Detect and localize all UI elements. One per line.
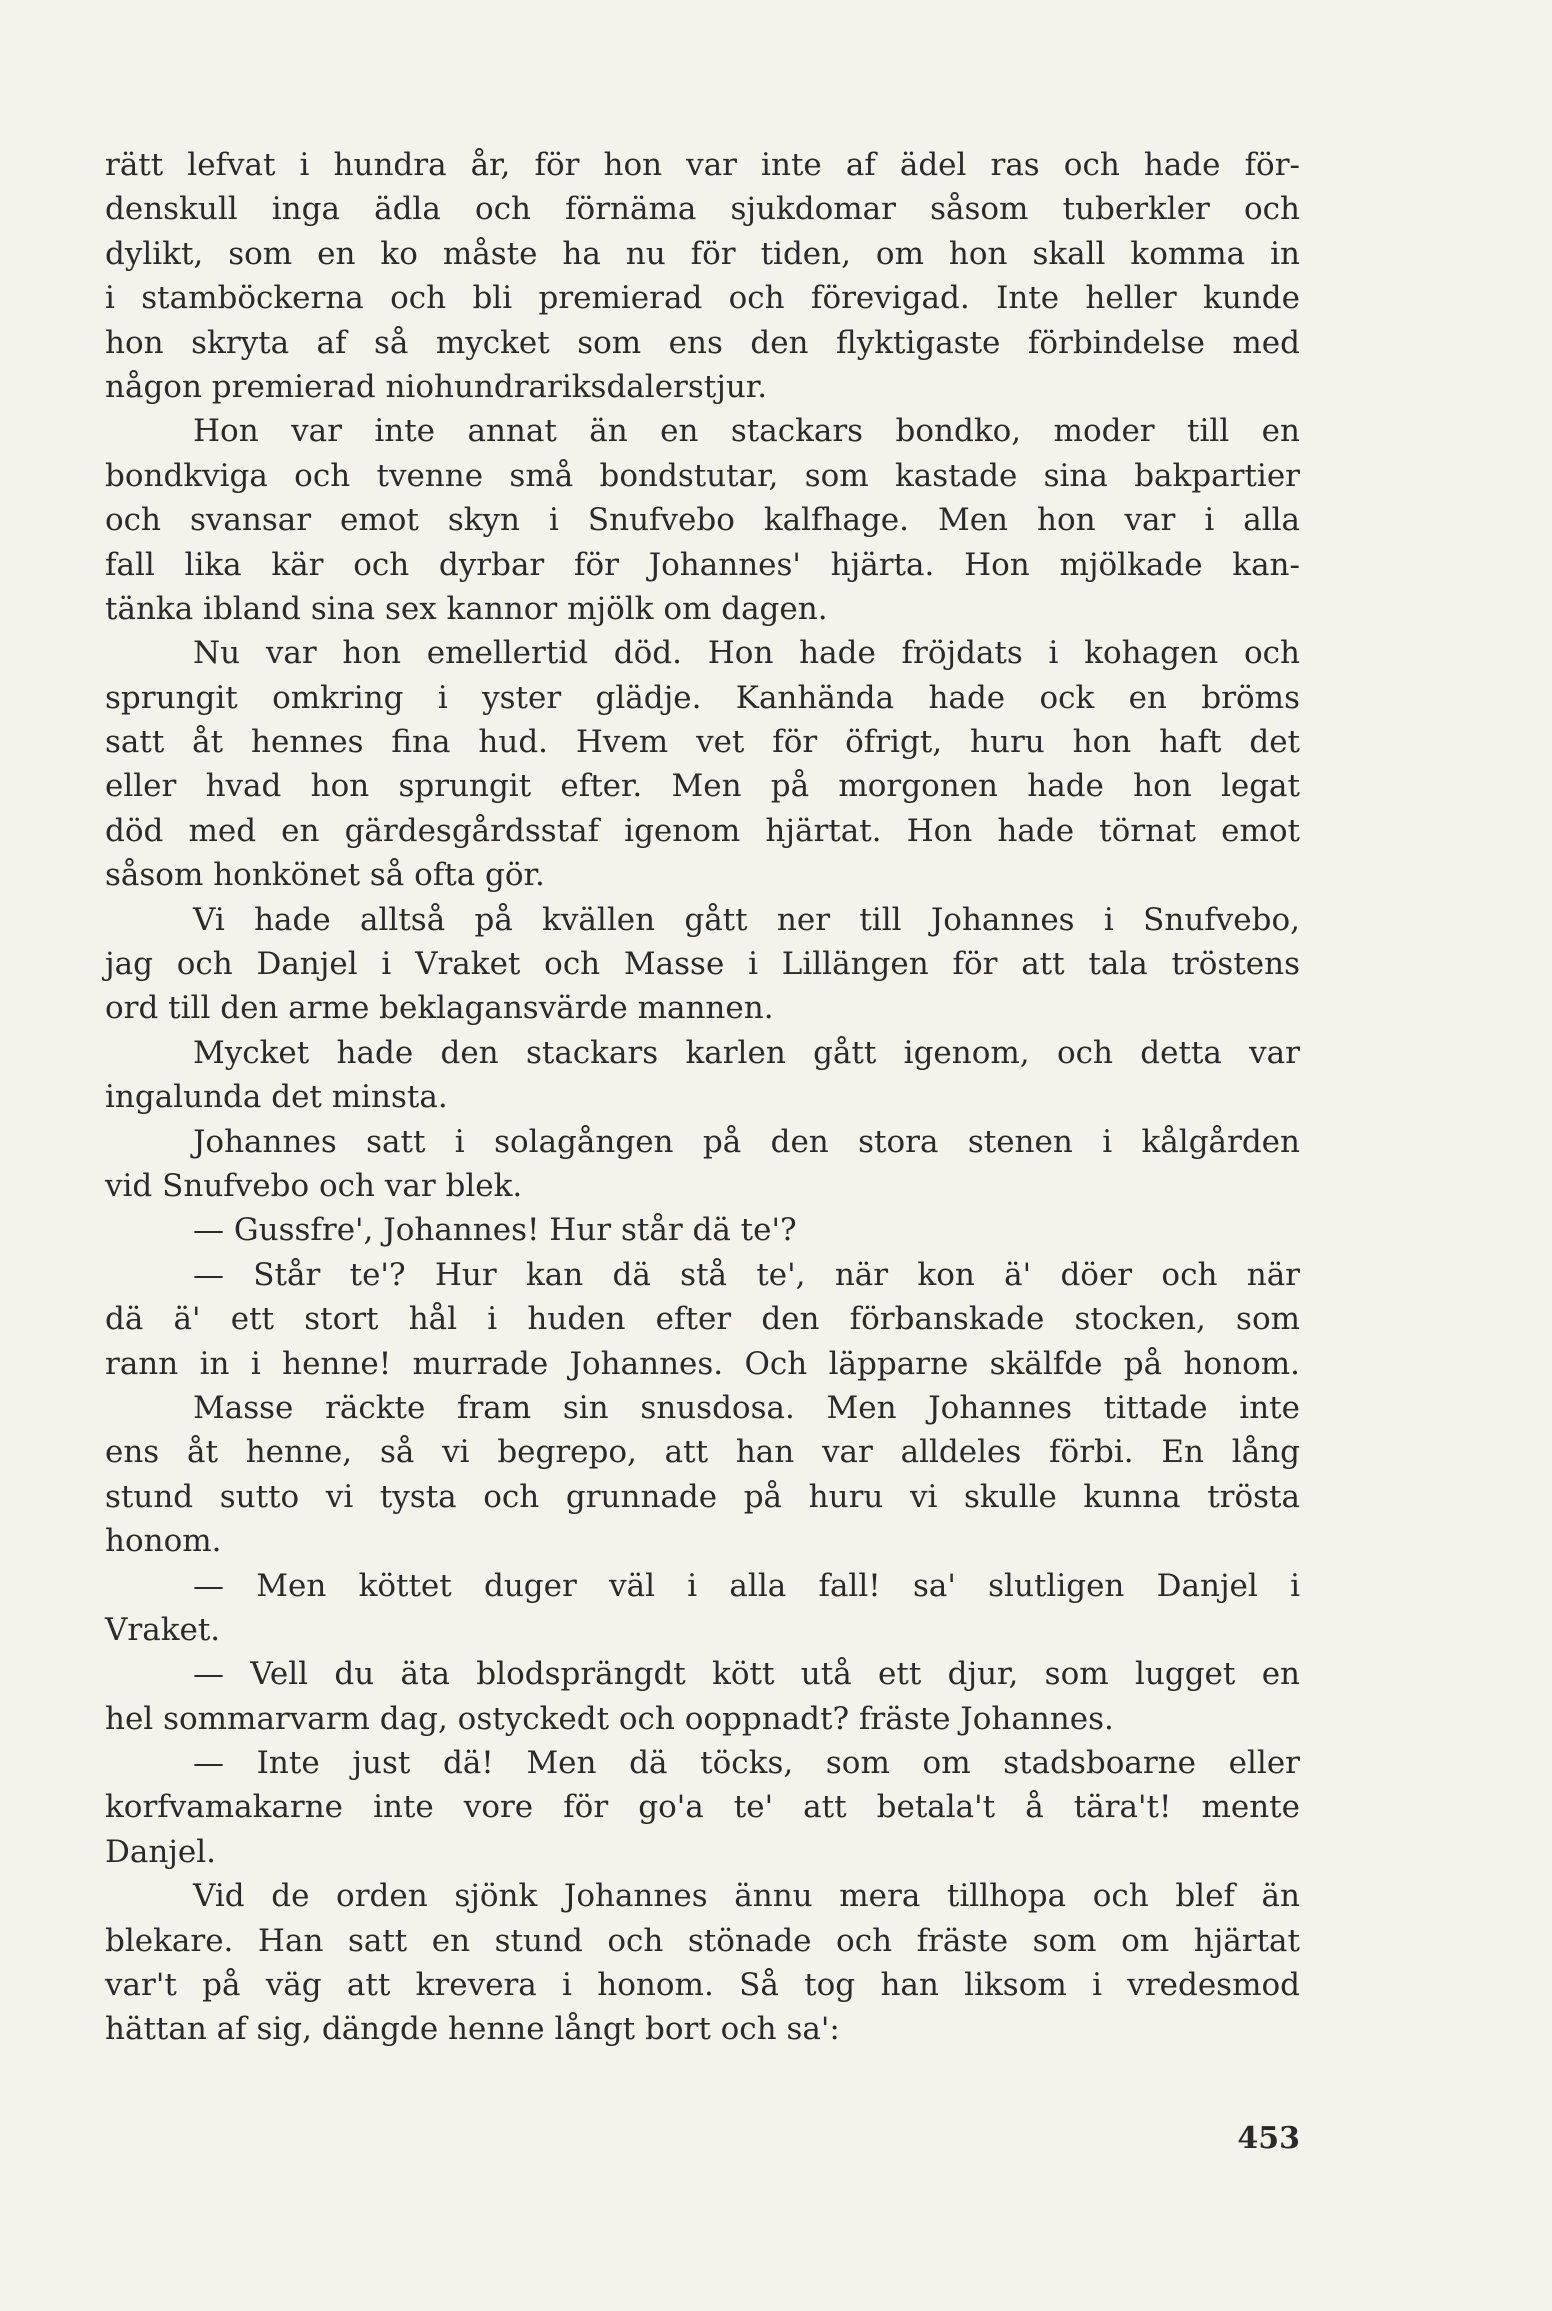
text-line: Masse räckte fram sin snusdosa. Men Johannes tittade inte — [193, 1389, 1300, 1426]
text-line: hon skryta af så mycket som ens den flyktigaste förbindelse med — [105, 324, 1300, 361]
text-line: var't på väg att krevera i honom. Så tog han liksom i vredesmod — [105, 1967, 1300, 2004]
body-text — [105, 143, 1300, 2052]
text-line: hel sommarvarm dag, ostyckedt och ooppnadt? fräste Johannes. — [105, 1700, 1114, 1737]
text-line: bondkviga och tvenne små bondstutar, som kastade sina bakpartier — [105, 457, 1300, 494]
text-line: Nu var hon emellertid död. Hon hade fröjdats i kohagen och — [193, 635, 1300, 672]
text-line: Mycket hade den stackars karlen gått igenom, och detta var — [193, 1034, 1300, 1071]
text-line: — Vell du äta blodsprängdt kött utå ett djur, som lugget en — [193, 1656, 1300, 1693]
text-line: blekare. Han satt en stund och stönade och fräste som om hjärtat — [105, 1922, 1300, 1959]
text-line: rätt lefvat i hundra år, för hon var inte af ädel ras och hade för- — [105, 147, 1300, 183]
text-line: Danjel. — [105, 1833, 217, 1870]
text-line: dä ä' ett stort hål i huden efter den förbanskade stocken, som — [105, 1301, 1300, 1338]
text-line: Johannes satt i solagången på den stora stenen i kålgården — [193, 1123, 1300, 1160]
text-line: Hon var inte annat än en stackars bondko, moder till en — [193, 413, 1300, 450]
text-line: vid Snufvebo och var blek. — [105, 1167, 523, 1204]
text-line: någon premierad niohundrariksdalerstjur. — [105, 368, 768, 405]
text-line: och svansar emot skyn i Snufvebo kalfhage. Men hon var i alla — [105, 502, 1300, 539]
text-line: fall lika kär och dyrbar för Johannes' hjärta. Hon mjölkade kan- — [105, 546, 1300, 583]
text-line: honom. — [105, 1523, 222, 1560]
text-line: i stamböckerna och bli premierad och förevigad. Inte heller kunde — [105, 280, 1300, 317]
text-line: såsom honkönet så ofta gör. — [105, 857, 545, 894]
text-line: hättan af sig, dängde henne långt bort och sa': — [105, 2011, 840, 2048]
text-line: korfvamakarne inte vore för go'a te' att betala't å tära't! mente — [105, 1789, 1300, 1826]
text-line: denskull inga ädla och förnäma sjukdomar såsom tuberkler och — [105, 191, 1300, 228]
text-line: tänka ibland sina sex kannor mjölk om dagen. — [105, 590, 828, 627]
text-line: dylikt, som en ko måste ha nu för tiden, om hon skall komma in — [105, 235, 1300, 272]
text-line: död med en gärdesgårdsstaf igenom hjärtat. Hon hade törnat emot — [105, 812, 1300, 849]
text-line: ingalunda det minsta. — [105, 1079, 448, 1116]
text-line: Vraket. — [105, 1611, 221, 1648]
text-line: — Står te'? Hur kan dä stå te', när kon ä' döer och när — [193, 1256, 1300, 1293]
text-line: stund sutto vi tysta och grunnade på huru vi skulle kunna trösta — [105, 1478, 1300, 1515]
text-line: ord till den arme beklagansvärde mannen. — [105, 990, 774, 1027]
text-line: — Men köttet duger väl i alla fall! sa' slutligen Danjel i — [193, 1567, 1300, 1604]
text-line: ens åt henne, så vi begrepo, att han var alldeles förbi. En lång — [105, 1434, 1300, 1471]
text-line: sprungit omkring i yster glädje. Kanhända hade ock en bröms — [105, 679, 1300, 716]
text-line: satt åt hennes fina hud. Hvem vet för öfrigt, huru hon haft det — [105, 724, 1300, 761]
text-line: — Inte just dä! Men dä töcks, som om stadsboarne eller — [193, 1745, 1300, 1782]
text-line: jag och Danjel i Vraket och Masse i Lillängen för att tala tröstens — [105, 946, 1300, 983]
text-line: — Gussfre', Johannes! Hur står dä te'? — [193, 1212, 797, 1249]
text-line: Vi hade alltså på kvällen gått ner till Johannes i Snufvebo, — [193, 901, 1300, 938]
page-number: 453 — [1237, 2121, 1300, 2156]
text-line: eller hvad hon sprungit efter. Men på morgonen hade hon legat — [105, 768, 1300, 805]
text-line: Vid de orden sjönk Johannes ännu mera tillhopa och blef än — [193, 1878, 1300, 1915]
text-line: rann in i henne! murrade Johannes. Och läpparne skälfde på honom. — [105, 1345, 1300, 1382]
